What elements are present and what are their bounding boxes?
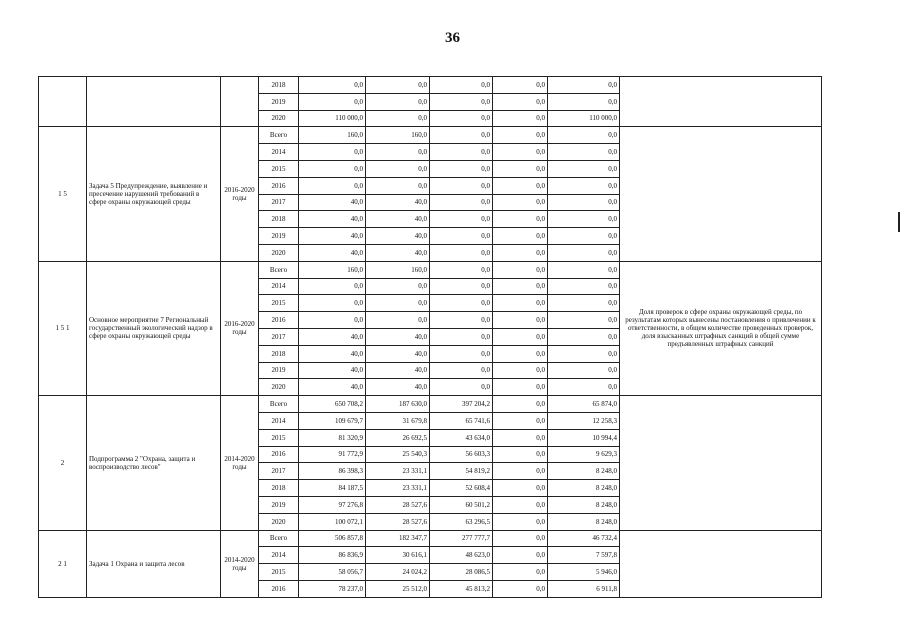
value-cell: 0,0 xyxy=(493,480,548,497)
value-cell: 0,0 xyxy=(493,228,548,245)
value-cell: 40,0 xyxy=(366,345,430,362)
page-number: 36 xyxy=(445,30,460,46)
value-cell: 45 813,2 xyxy=(430,580,493,597)
value-cell: 0,0 xyxy=(430,328,493,345)
value-cell: 0,0 xyxy=(493,379,548,396)
period-cell: 2014-2020 годы xyxy=(221,530,259,597)
value-cell: 110 000,0 xyxy=(548,110,620,127)
table-body xyxy=(39,77,822,598)
value-cell: 0,0 xyxy=(299,278,366,295)
value-cell: 40,0 xyxy=(299,328,366,345)
value-cell: 0,0 xyxy=(493,328,548,345)
value-cell: 10 994,4 xyxy=(548,429,620,446)
value-cell: 86 836,9 xyxy=(299,547,366,564)
table-row xyxy=(39,530,822,547)
year-cell: 2015 xyxy=(259,564,299,581)
value-cell: 0,0 xyxy=(548,295,620,312)
value-cell: 160,0 xyxy=(299,261,366,278)
value-cell: 0,0 xyxy=(430,93,493,110)
value-cell: 277 777,7 xyxy=(430,530,493,547)
value-cell: 160,0 xyxy=(366,261,430,278)
value-cell: 28 527,6 xyxy=(366,513,430,530)
indicator-cell xyxy=(620,396,822,530)
value-cell: 109 679,7 xyxy=(299,412,366,429)
value-cell: 0,0 xyxy=(548,312,620,329)
value-cell: 0,0 xyxy=(493,177,548,194)
year-cell: 2015 xyxy=(259,429,299,446)
value-cell: 30 616,1 xyxy=(366,547,430,564)
year-cell: 2016 xyxy=(259,177,299,194)
value-cell: 0,0 xyxy=(430,379,493,396)
value-cell: 6 911,8 xyxy=(548,580,620,597)
value-cell: 9 629,3 xyxy=(548,446,620,463)
year-cell: 2014 xyxy=(259,278,299,295)
value-cell: 0,0 xyxy=(430,295,493,312)
value-cell: 0,0 xyxy=(548,362,620,379)
year-cell: 2020 xyxy=(259,513,299,530)
year-cell: Всего xyxy=(259,396,299,413)
year-cell: 2014 xyxy=(259,144,299,161)
period-cell: 2014-2020 годы xyxy=(221,396,259,530)
value-cell: 182 347,7 xyxy=(366,530,430,547)
year-cell: 2017 xyxy=(259,463,299,480)
value-cell: 40,0 xyxy=(299,228,366,245)
value-cell: 58 056,7 xyxy=(299,564,366,581)
value-cell: 0,0 xyxy=(430,312,493,329)
value-cell: 0,0 xyxy=(430,177,493,194)
table-row xyxy=(39,77,822,94)
value-cell: 160,0 xyxy=(299,127,366,144)
value-cell: 40,0 xyxy=(366,362,430,379)
value-cell: 40,0 xyxy=(366,379,430,396)
value-cell: 0,0 xyxy=(548,77,620,94)
value-cell: 0,0 xyxy=(430,244,493,261)
value-cell: 0,0 xyxy=(548,127,620,144)
value-cell: 43 634,0 xyxy=(430,429,493,446)
value-cell: 25 540,3 xyxy=(366,446,430,463)
value-cell: 0,0 xyxy=(430,278,493,295)
value-cell: 0,0 xyxy=(430,261,493,278)
table-row xyxy=(39,261,822,278)
name-cell: Основное мероприятие 7 Региональный государственный экологический надзор в сфере охраны окружающей среды xyxy=(87,261,221,395)
value-cell: 97 276,8 xyxy=(299,496,366,513)
indicator-cell: Доля проверок в сфере охраны окружающей среды, по результатам которых вынесены постановления о привлечении к ответственности, в общем количестве проведенных проверок, доля взысканных штрафных санкций в общей сумме предъявленных штрафных санкций xyxy=(620,261,822,395)
year-cell: 2018 xyxy=(259,480,299,497)
name-cell: Задача 1 Охрана и защита лесов xyxy=(87,530,221,597)
value-cell: 0,0 xyxy=(548,228,620,245)
year-cell: 2018 xyxy=(259,345,299,362)
value-cell: 0,0 xyxy=(299,144,366,161)
value-cell: 0,0 xyxy=(548,244,620,261)
indicator-cell xyxy=(620,77,822,127)
year-cell: 2018 xyxy=(259,77,299,94)
value-cell: 0,0 xyxy=(299,160,366,177)
value-cell: 0,0 xyxy=(299,295,366,312)
year-cell: 2015 xyxy=(259,295,299,312)
year-cell: 2019 xyxy=(259,496,299,513)
value-cell: 0,0 xyxy=(493,496,548,513)
year-cell: 2018 xyxy=(259,211,299,228)
value-cell: 650 708,2 xyxy=(299,396,366,413)
value-cell: 0,0 xyxy=(430,110,493,127)
period-cell: 2016-2020 годы xyxy=(221,127,259,261)
value-cell: 0,0 xyxy=(548,211,620,228)
value-cell: 0,0 xyxy=(299,93,366,110)
table-row xyxy=(39,396,822,413)
value-cell: 40,0 xyxy=(366,211,430,228)
value-cell: 0,0 xyxy=(430,228,493,245)
year-cell: 2014 xyxy=(259,412,299,429)
value-cell: 0,0 xyxy=(493,295,548,312)
value-cell: 0,0 xyxy=(366,295,430,312)
year-cell: 2020 xyxy=(259,110,299,127)
value-cell: 0,0 xyxy=(493,127,548,144)
value-cell: 46 732,4 xyxy=(548,530,620,547)
value-cell: 8 248,0 xyxy=(548,480,620,497)
value-cell: 40,0 xyxy=(366,194,430,211)
value-cell: 110 000,0 xyxy=(299,110,366,127)
year-cell: 2017 xyxy=(259,328,299,345)
value-cell: 0,0 xyxy=(493,547,548,564)
value-cell: 78 237,0 xyxy=(299,580,366,597)
indicator-cell xyxy=(620,530,822,597)
value-cell: 0,0 xyxy=(366,77,430,94)
year-cell: 2016 xyxy=(259,312,299,329)
code-cell: 2 xyxy=(39,396,87,530)
value-cell: 0,0 xyxy=(430,194,493,211)
value-cell: 0,0 xyxy=(548,194,620,211)
value-cell: 0,0 xyxy=(493,144,548,161)
value-cell: 0,0 xyxy=(493,429,548,446)
name-cell: Задача 5 Предупреждение, выявление и пресечение нарушений требований в сфере охраны окружающей среды xyxy=(87,127,221,261)
code-cell: 1 5 xyxy=(39,127,87,261)
year-cell: 2015 xyxy=(259,160,299,177)
value-cell: 0,0 xyxy=(493,580,548,597)
indicator-cell xyxy=(620,127,822,261)
value-cell: 28 086,5 xyxy=(430,564,493,581)
value-cell: 40,0 xyxy=(366,328,430,345)
value-cell: 0,0 xyxy=(548,144,620,161)
value-cell: 28 527,6 xyxy=(366,496,430,513)
year-cell: 2019 xyxy=(259,362,299,379)
value-cell: 23 331,1 xyxy=(366,480,430,497)
table-row xyxy=(39,127,822,144)
value-cell: 40,0 xyxy=(299,194,366,211)
value-cell: 48 623,0 xyxy=(430,547,493,564)
value-cell: 0,0 xyxy=(430,127,493,144)
value-cell: 0,0 xyxy=(493,412,548,429)
value-cell: 0,0 xyxy=(493,194,548,211)
value-cell: 40,0 xyxy=(366,244,430,261)
value-cell: 0,0 xyxy=(493,463,548,480)
value-cell: 86 398,3 xyxy=(299,463,366,480)
value-cell: 0,0 xyxy=(366,110,430,127)
period-cell: 2016-2020 годы xyxy=(221,261,259,395)
value-cell: 397 204,2 xyxy=(430,396,493,413)
value-cell: 0,0 xyxy=(493,564,548,581)
value-cell: 0,0 xyxy=(493,513,548,530)
name-cell xyxy=(87,77,221,127)
value-cell: 8 248,0 xyxy=(548,496,620,513)
value-cell: 0,0 xyxy=(493,396,548,413)
value-cell: 0,0 xyxy=(299,177,366,194)
value-cell: 0,0 xyxy=(366,93,430,110)
value-cell: 0,0 xyxy=(430,144,493,161)
value-cell: 0,0 xyxy=(493,110,548,127)
name-cell: Подпрограмма 2 "Охрана, защита и воспроизводство лесов" xyxy=(87,396,221,530)
value-cell: 0,0 xyxy=(493,530,548,547)
year-cell: 2014 xyxy=(259,547,299,564)
code-cell: 1 5 1 xyxy=(39,261,87,395)
value-cell: 0,0 xyxy=(366,312,430,329)
value-cell: 0,0 xyxy=(493,77,548,94)
value-cell: 26 692,5 xyxy=(366,429,430,446)
value-cell: 0,0 xyxy=(493,312,548,329)
value-cell: 0,0 xyxy=(548,177,620,194)
value-cell: 0,0 xyxy=(430,362,493,379)
value-cell: 81 320,9 xyxy=(299,429,366,446)
year-cell: 2020 xyxy=(259,379,299,396)
value-cell: 63 296,5 xyxy=(430,513,493,530)
value-cell: 40,0 xyxy=(299,362,366,379)
value-cell: 0,0 xyxy=(493,93,548,110)
code-cell: 2 1 xyxy=(39,530,87,597)
year-cell: 2017 xyxy=(259,194,299,211)
value-cell: 40,0 xyxy=(366,228,430,245)
value-cell: 25 512,0 xyxy=(366,580,430,597)
value-cell: 7 597,8 xyxy=(548,547,620,564)
value-cell: 160,0 xyxy=(366,127,430,144)
value-cell: 40,0 xyxy=(299,379,366,396)
budget-table xyxy=(38,76,822,598)
value-cell: 0,0 xyxy=(493,261,548,278)
year-cell: Всего xyxy=(259,530,299,547)
value-cell: 40,0 xyxy=(299,211,366,228)
value-cell: 506 857,8 xyxy=(299,530,366,547)
value-cell: 23 331,1 xyxy=(366,463,430,480)
value-cell: 0,0 xyxy=(493,446,548,463)
value-cell: 0,0 xyxy=(548,93,620,110)
value-cell: 0,0 xyxy=(493,345,548,362)
value-cell: 0,0 xyxy=(366,160,430,177)
value-cell: 0,0 xyxy=(493,278,548,295)
value-cell: 0,0 xyxy=(430,345,493,362)
value-cell: 0,0 xyxy=(430,211,493,228)
value-cell: 54 819,2 xyxy=(430,463,493,480)
value-cell: 0,0 xyxy=(548,278,620,295)
year-cell: 2020 xyxy=(259,244,299,261)
value-cell: 0,0 xyxy=(430,160,493,177)
value-cell: 56 603,3 xyxy=(430,446,493,463)
value-cell: 0,0 xyxy=(548,160,620,177)
year-cell: 2016 xyxy=(259,446,299,463)
value-cell: 0,0 xyxy=(299,312,366,329)
value-cell: 24 024,2 xyxy=(366,564,430,581)
value-cell: 0,0 xyxy=(430,77,493,94)
year-cell: Всего xyxy=(259,127,299,144)
year-cell: Всего xyxy=(259,261,299,278)
value-cell: 0,0 xyxy=(548,328,620,345)
value-cell: 65 874,0 xyxy=(548,396,620,413)
value-cell: 84 187,5 xyxy=(299,480,366,497)
value-cell: 12 258,3 xyxy=(548,412,620,429)
value-cell: 52 608,4 xyxy=(430,480,493,497)
value-cell: 0,0 xyxy=(548,345,620,362)
value-cell: 91 772,9 xyxy=(299,446,366,463)
year-cell: 2019 xyxy=(259,228,299,245)
value-cell: 0,0 xyxy=(366,278,430,295)
value-cell: 40,0 xyxy=(299,244,366,261)
year-cell: 2019 xyxy=(259,93,299,110)
value-cell: 40,0 xyxy=(299,345,366,362)
value-cell: 0,0 xyxy=(366,177,430,194)
value-cell: 0,0 xyxy=(493,160,548,177)
value-cell: 0,0 xyxy=(299,77,366,94)
value-cell: 60 501,2 xyxy=(430,496,493,513)
value-cell: 187 630,0 xyxy=(366,396,430,413)
value-cell: 8 248,0 xyxy=(548,513,620,530)
value-cell: 65 741,6 xyxy=(430,412,493,429)
value-cell: 0,0 xyxy=(493,362,548,379)
margin-mark xyxy=(898,212,900,232)
value-cell: 5 946,0 xyxy=(548,564,620,581)
value-cell: 0,0 xyxy=(493,211,548,228)
value-cell: 100 072,1 xyxy=(299,513,366,530)
year-cell: 2016 xyxy=(259,580,299,597)
value-cell: 0,0 xyxy=(548,261,620,278)
value-cell: 8 248,0 xyxy=(548,463,620,480)
value-cell: 0,0 xyxy=(493,244,548,261)
value-cell: 0,0 xyxy=(548,379,620,396)
period-cell xyxy=(221,77,259,127)
value-cell: 0,0 xyxy=(366,144,430,161)
value-cell: 31 679,8 xyxy=(366,412,430,429)
code-cell xyxy=(39,77,87,127)
